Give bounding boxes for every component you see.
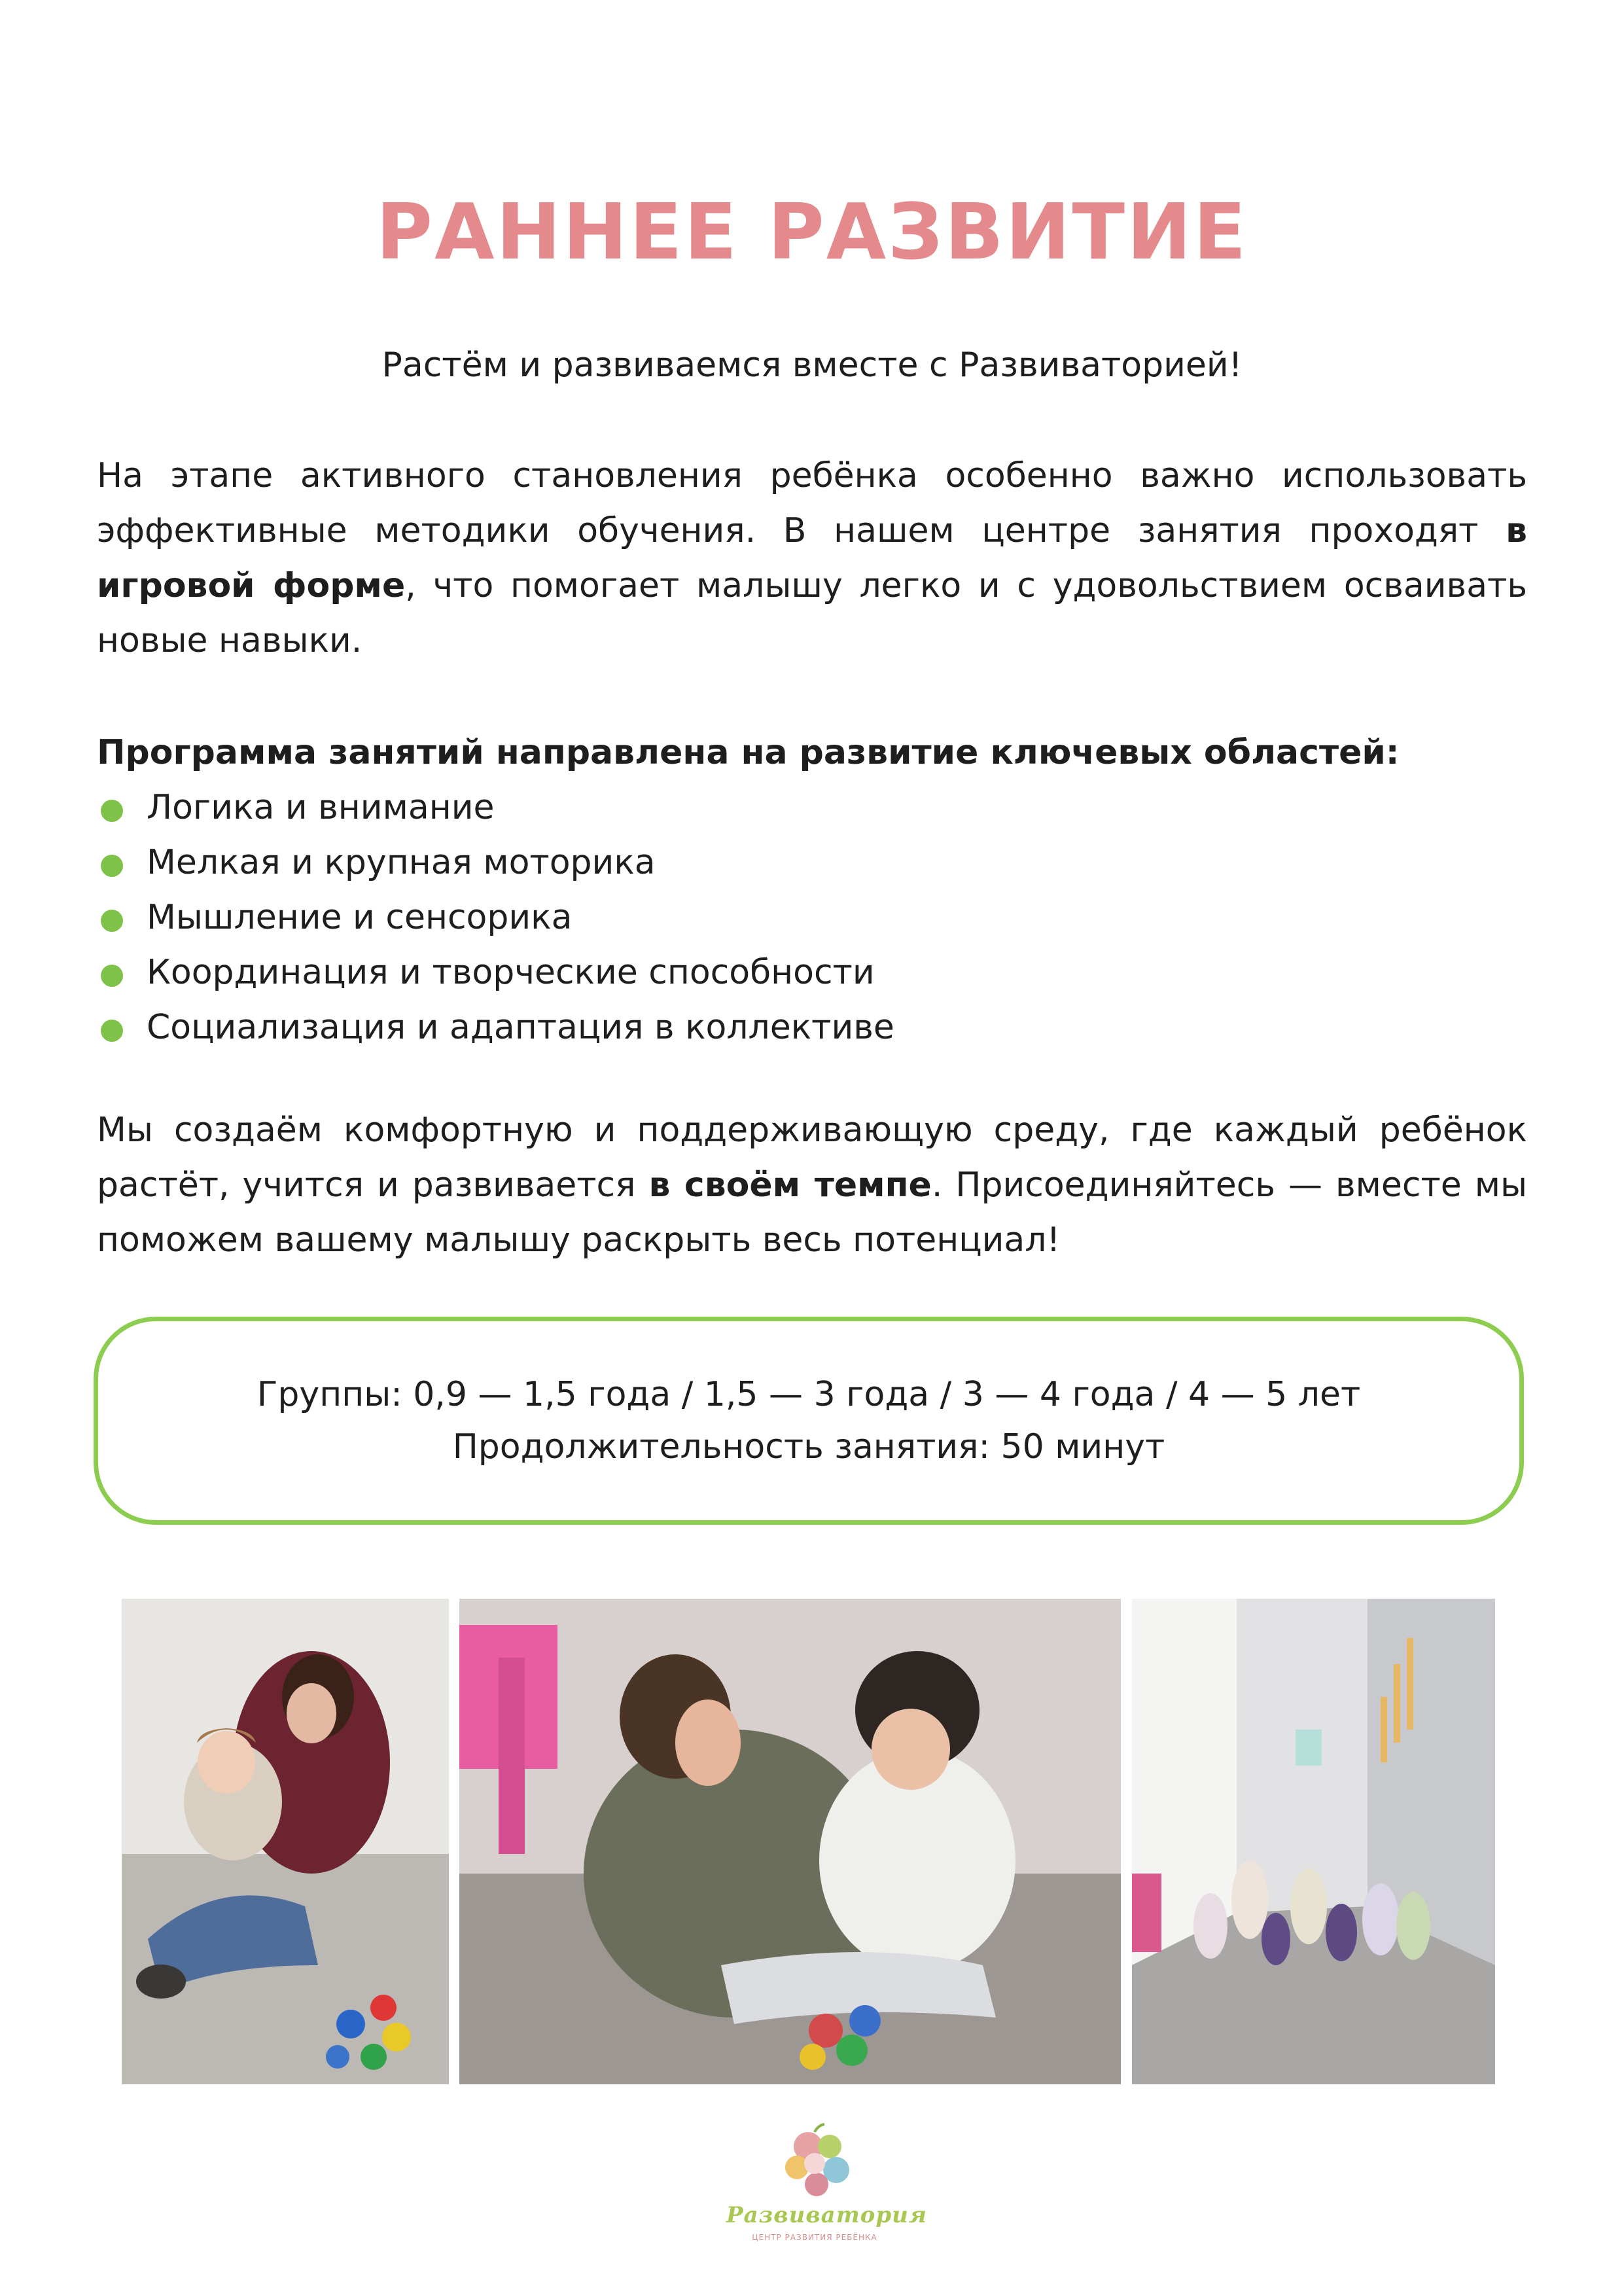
photo-woman-boy [459, 1599, 1121, 2084]
bullet-icon [101, 800, 123, 822]
list-item-label: Социализация и адаптация в коллективе [147, 1008, 894, 1047]
page-title: РАННЕЕ РАЗВИТИЕ [376, 187, 1248, 277]
closing-bold: в своём темпе [648, 1165, 932, 1205]
list-item-label: Логика и внимание [147, 788, 495, 827]
list-item-label: Мелкая и крупная моторика [147, 843, 656, 882]
subtitle: Растём и развиваемся вместе с Развиваторией! [381, 346, 1243, 385]
intro-text: На этапе активного становления ребёнка особенно важно использовать эффективные методики обучения. В нашем центре занятия проходят [97, 456, 1527, 550]
list-item-label: Мышление и сенсорика [147, 898, 573, 937]
brand-logo [726, 2120, 927, 2251]
photo-group [1132, 1599, 1495, 2084]
bullet-icon [101, 855, 123, 877]
info-box [94, 1317, 1524, 1525]
logo-emblem-icon [726, 2120, 903, 2202]
intro-bold: в игровой форме [97, 511, 1527, 605]
list-item [97, 945, 894, 1000]
closing-paragraph [97, 1103, 1527, 1268]
list-item-label: Координация и творческие способности [147, 953, 875, 992]
bullet-icon [101, 1020, 123, 1042]
bullet-icon [101, 965, 123, 987]
logo-tagline: ЦЕНТР РАЗВИТИЯ РЕБЁНКА [752, 2233, 877, 2242]
program-title: Программа занятий направлена на развитие ключевых областей: [97, 733, 1400, 772]
list-item [97, 890, 894, 945]
closing-text-end: . Присоединяйтесь — вместе мы поможем вашему малышу раскрыть весь потенциал! [97, 1165, 1528, 1260]
program-list [97, 780, 894, 1055]
logo-name: Развиватория [726, 2202, 927, 2228]
list-item [97, 780, 894, 835]
intro-paragraph [97, 448, 1527, 668]
list-item [97, 1000, 894, 1055]
intro-text-end: , что помогает малышу легко и с удовольствием осваивать новые навыки. [97, 566, 1527, 660]
photo-teacher-toddler [122, 1599, 449, 2084]
bullet-icon [101, 910, 123, 932]
duration-text: Продолжительность занятия: 50 минут [452, 1427, 1165, 1467]
list-item [97, 835, 894, 890]
closing-text: Мы создаём комфортную и поддерживающую среду, где каждый ребёнок растёт, учится и развивается [97, 1111, 1527, 1205]
groups-text: Группы: 0,9 — 1,5 года / 1,5 — 3 года / 3 — 4 года / 4 — 5 лет [256, 1375, 1361, 1414]
